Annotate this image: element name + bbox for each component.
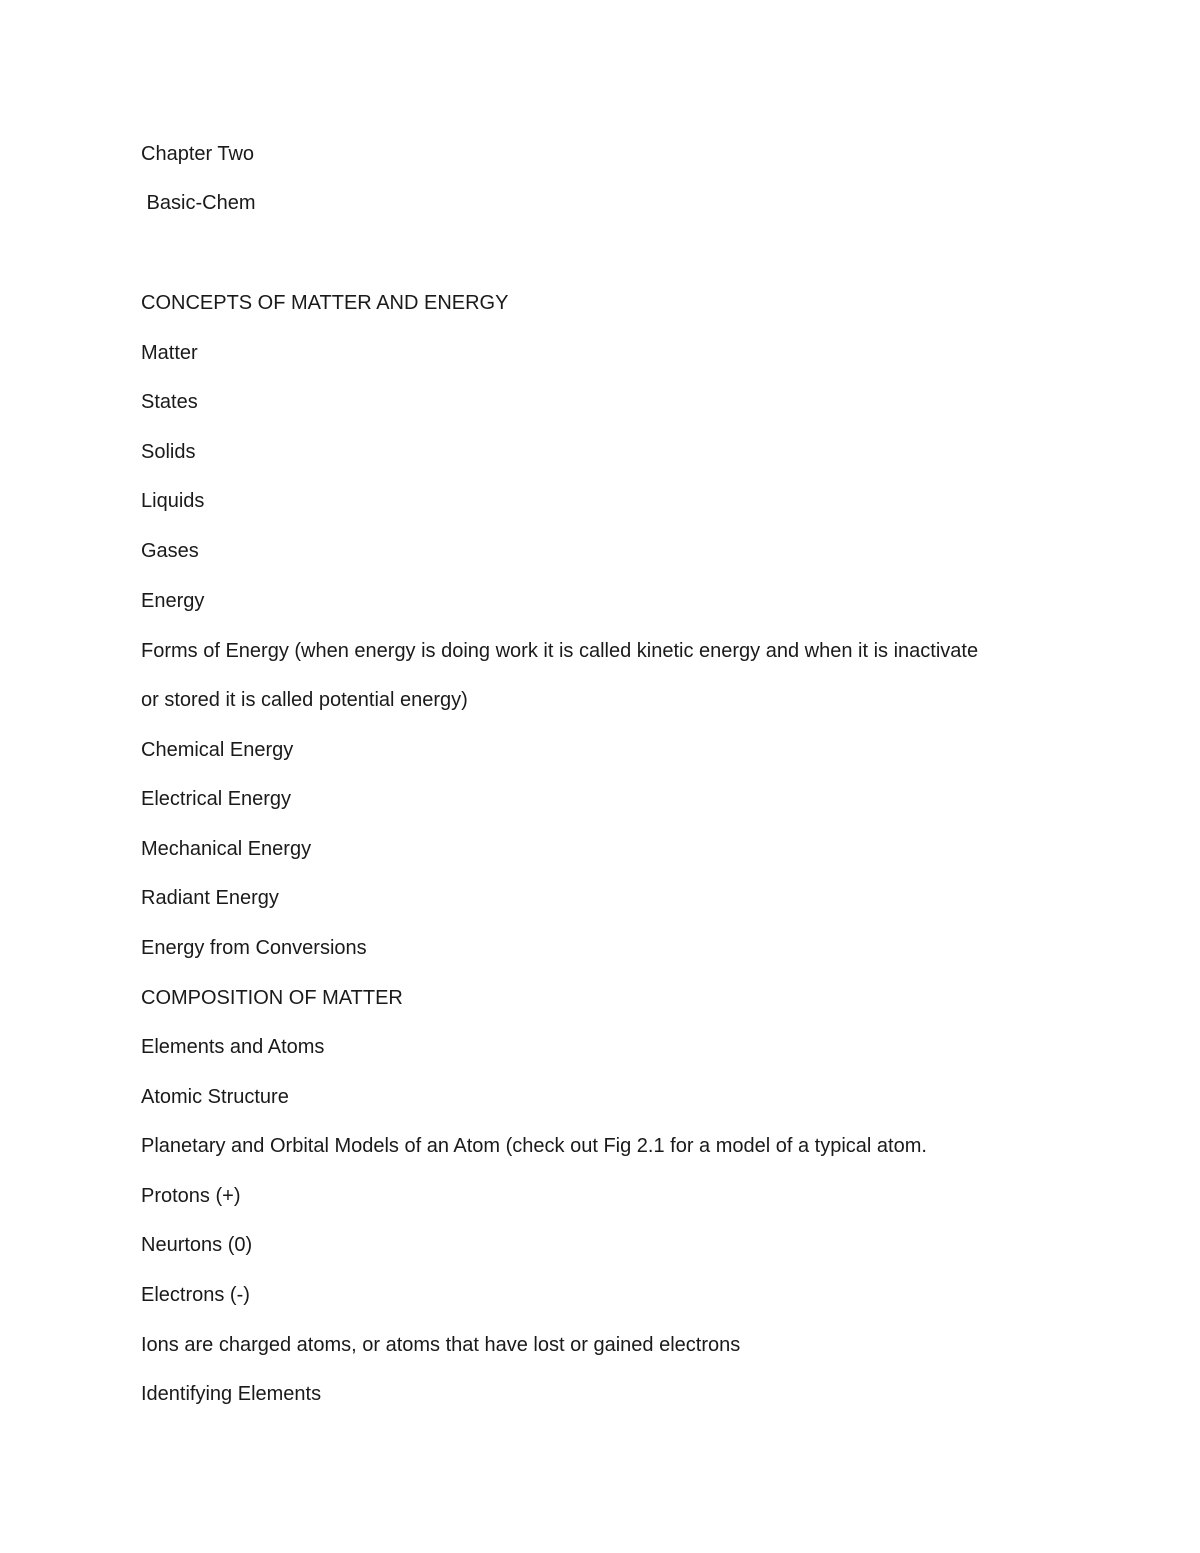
chapter-title: Chapter Two	[141, 143, 255, 165]
outline-item: Planetary and Orbital Models of an Atom (check out Fig 2.1 for a model of a typical atom.	[141, 1135, 927, 1157]
outline-item: Atomic Structure	[141, 1086, 289, 1108]
outline-item: States	[141, 391, 198, 413]
outline-item: Energy from Conversions	[141, 937, 367, 959]
outline-item: Mechanical Energy	[141, 838, 312, 860]
outline-item-continuation: or stored it is called potential energy)	[141, 689, 468, 711]
outline-item: Gases	[141, 540, 199, 562]
section-heading: CONCEPTS OF MATTER AND ENERGY	[141, 292, 509, 314]
outline-item: Energy	[141, 590, 205, 612]
outline-item: Protons (+)	[141, 1185, 241, 1207]
outline-item: Radiant Energy	[141, 887, 279, 909]
outline-item: Neurtons (0)	[141, 1234, 253, 1256]
outline-item: Liquids	[141, 490, 205, 512]
outline-item: Electrical Energy	[141, 788, 292, 810]
outline-item: Elements and Atoms	[141, 1036, 325, 1058]
section-heading: COMPOSITION OF MATTER	[141, 987, 403, 1009]
outline-item: Solids	[141, 441, 196, 463]
chapter-subtitle: Basic-Chem	[141, 192, 256, 214]
outline-item: Electrons (-)	[141, 1284, 250, 1306]
outline-item: Matter	[141, 342, 198, 364]
outline-item: Identifying Elements	[141, 1383, 322, 1405]
outline-item: Forms of Energy (when energy is doing work it is called kinetic energy and when it is inactivate	[141, 640, 979, 662]
outline-item: Chemical Energy	[141, 739, 294, 761]
outline-item: Ions are charged atoms, or atoms that have lost or gained electrons	[141, 1334, 741, 1356]
